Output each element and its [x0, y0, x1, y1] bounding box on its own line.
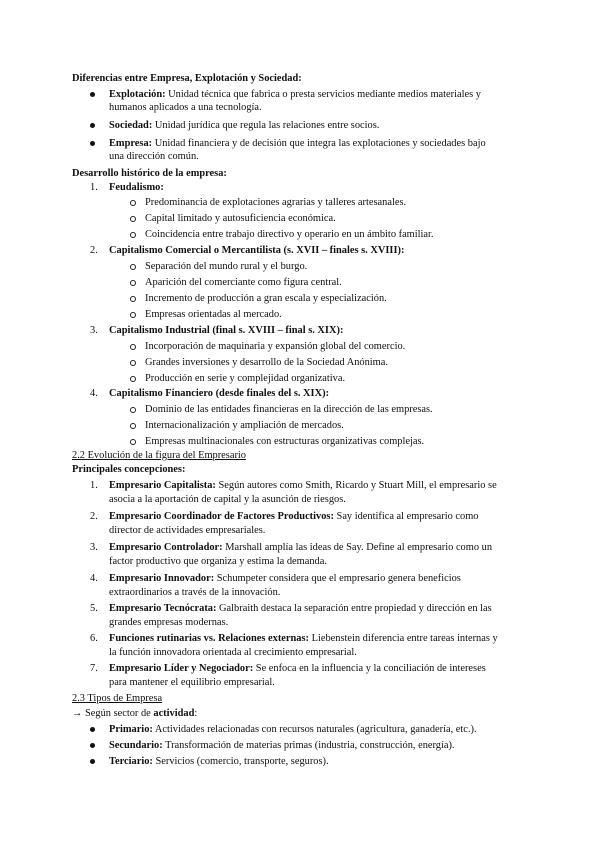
- definition-item: [109, 119, 379, 132]
- circle-bullet: [130, 439, 136, 445]
- sub-item: Aparición del comerciante como figura central.: [145, 277, 342, 288]
- concept-cont: para mantener el equilibrio empresarial.: [109, 677, 275, 688]
- concept-item: [109, 602, 492, 615]
- period-label: Capitalismo Comercial o Mercantilista (s. XVII – finales s. XVIII):: [109, 245, 405, 256]
- definition-item: [109, 88, 481, 101]
- circle-bullet: [130, 376, 136, 382]
- list-number: 3.: [90, 325, 98, 336]
- circle-bullet: [130, 312, 136, 318]
- concept-text: Según autores como Smith, Ricardo y Stuart Mill, el empresario se: [215, 480, 497, 491]
- definition-text: Unidad técnica que fabrica o presta servicios mediante medios materiales y: [165, 89, 481, 100]
- bullet-dot: [90, 759, 95, 764]
- circle-bullet: [130, 280, 136, 286]
- bullet-dot: [90, 92, 95, 97]
- list-number: 5.: [90, 603, 98, 614]
- sector-term: Terciario:: [109, 756, 153, 767]
- concept-text: Marshall amplía las ideas de Say. Define al empresario como un: [222, 542, 493, 553]
- circle-bullet: [130, 264, 136, 270]
- circle-bullet: [130, 296, 136, 302]
- section-title: Diferencias entre Empresa, Explotación y Sociedad:: [72, 73, 302, 84]
- sub-item: Capital limitado y autosuficiencia económica.: [145, 213, 336, 224]
- sector-item: [109, 739, 455, 752]
- concept-item: [109, 541, 492, 554]
- list-number: 2.: [90, 511, 98, 522]
- concept-cont: grandes empresas modernas.: [109, 617, 229, 628]
- definition-item: [109, 137, 486, 150]
- concept-item: [109, 662, 486, 675]
- concept-term: Empresario Controlador:: [109, 542, 223, 553]
- sector-intro: [72, 707, 197, 720]
- sector-text: Transformación de materias primas (industria, construcción, energía).: [162, 740, 455, 751]
- period-label: Capitalismo Financiero (desde finales del s. XIX):: [109, 388, 330, 399]
- concept-item: [109, 510, 479, 523]
- list-number: 4.: [90, 573, 98, 584]
- sub-item: Internacionalización y ampliación de mercados.: [145, 420, 344, 431]
- concept-term: Empresario Innovador:: [109, 573, 215, 584]
- list-number: 1.: [90, 182, 98, 193]
- definition-text: Unidad financiera y de decisión que integra las explotaciones y sociedades bajo: [152, 138, 486, 149]
- section-heading: 2.3 Tipos de Empresa: [72, 693, 163, 704]
- list-number: 3.: [90, 542, 98, 553]
- bullet-dot: [90, 727, 95, 732]
- concept-item: [109, 572, 461, 585]
- sector-text: Actividades relacionadas con recursos naturales (agricultura, ganadería, etc.).: [152, 724, 477, 735]
- definition-text: Unidad jurídica que regula las relaciones entre socios.: [152, 120, 380, 131]
- circle-bullet: [130, 407, 136, 413]
- circle-bullet: [130, 344, 136, 350]
- concept-item: [109, 632, 498, 645]
- definition-term: Sociedad:: [109, 120, 153, 131]
- sub-item: Incorporación de maquinaria y expansión global del comercio.: [145, 341, 406, 352]
- sector-term: Secundario:: [109, 740, 163, 751]
- sector-text: Servicios (comercio, transporte, seguros).: [152, 756, 329, 767]
- sub-item: Separación del mundo rural y el burgo.: [145, 261, 308, 272]
- bullet-dot: [90, 123, 95, 128]
- section-subheading: Principales concepciones:: [72, 464, 186, 475]
- circle-bullet: [130, 360, 136, 366]
- sub-item: Incremento de producción a gran escala y especialización.: [145, 293, 387, 304]
- sub-item: Empresas multinacionales con estructuras organizativas complejas.: [145, 436, 425, 447]
- list-number: 6.: [90, 633, 98, 644]
- circle-bullet: [130, 200, 136, 206]
- concept-cont: la función innovadora orientada al crecimiento empresarial.: [109, 647, 357, 658]
- sub-item: Empresas orientadas al mercado.: [145, 309, 282, 320]
- definition-term: Explotación:: [109, 89, 166, 100]
- definition-cont: una dirección común.: [109, 151, 199, 162]
- period-label: Feudalismo:: [109, 182, 164, 193]
- list-number: 1.: [90, 480, 98, 491]
- concept-text: Se enfoca en la influencia y la conciliación de intereses: [253, 663, 486, 674]
- concept-term: Empresario Coordinador de Factores Productivos:: [109, 511, 334, 522]
- circle-bullet: [130, 423, 136, 429]
- sector-item: [109, 723, 477, 736]
- section-title: Desarrollo histórico de la empresa:: [72, 168, 227, 179]
- definition-term: Empresa:: [109, 138, 153, 149]
- concept-cont: director de actividades empresariales.: [109, 525, 266, 536]
- sub-item: Predominancia de explotaciones agrarias y talleres artesanales.: [145, 197, 407, 208]
- concept-term: Empresario Líder y Negociador:: [109, 663, 254, 674]
- sub-item: Producción en serie y complejidad organizativa.: [145, 373, 346, 384]
- list-number: 4.: [90, 388, 98, 399]
- intro-text: Según sector de: [82, 708, 154, 719]
- arrow-icon: →: [72, 708, 83, 719]
- concept-term: Empresario Tecnócrata:: [109, 603, 217, 614]
- concept-text: Say identifica al empresario como: [333, 511, 479, 522]
- circle-bullet: [130, 232, 136, 238]
- concept-term: Empresario Capitalista:: [109, 480, 216, 491]
- intro-colon: :: [194, 708, 198, 719]
- sub-item: Dominio de las entidades financieras en la dirección de las empresas.: [145, 404, 433, 415]
- sector-item: [109, 755, 329, 768]
- bullet-dot: [90, 743, 95, 748]
- definition-cont: humanos aplicados a una tecnología.: [109, 102, 262, 113]
- sub-item: Coincidencia entre trabajo directivo y operario en un ámbito familiar.: [145, 229, 434, 240]
- circle-bullet: [130, 216, 136, 222]
- intro-bold: actividad: [153, 708, 195, 719]
- concept-cont: asocia a la aportación de capital y la asunción de riesgos.: [109, 494, 346, 505]
- section-heading: 2.2 Evolución de la figura del Empresario: [72, 450, 246, 461]
- list-number: 7.: [90, 663, 98, 674]
- concept-text: Galbraith destaca la separación entre propiedad y dirección en las: [216, 603, 492, 614]
- period-label: Capitalismo Industrial (final s. XVIII – final s. XIX):: [109, 325, 344, 336]
- list-number: 2.: [90, 245, 98, 256]
- concept-text: Liebenstein diferencia entre tareas internas y: [309, 633, 498, 644]
- sector-term: Primario:: [109, 724, 153, 735]
- concept-item: [109, 479, 497, 492]
- sub-item: Grandes inversiones y desarrollo de la Sociedad Anónima.: [145, 357, 388, 368]
- concept-cont: extraordinarios a través de la innovación.: [109, 587, 281, 598]
- concept-text: Schumpeter considera que el empresario genera beneficios: [214, 573, 461, 584]
- concept-term: Funciones rutinarias vs. Relaciones externas:: [109, 633, 310, 644]
- concept-cont: factor productivo que organiza y estima la demanda.: [109, 556, 327, 567]
- bullet-dot: [90, 141, 95, 146]
